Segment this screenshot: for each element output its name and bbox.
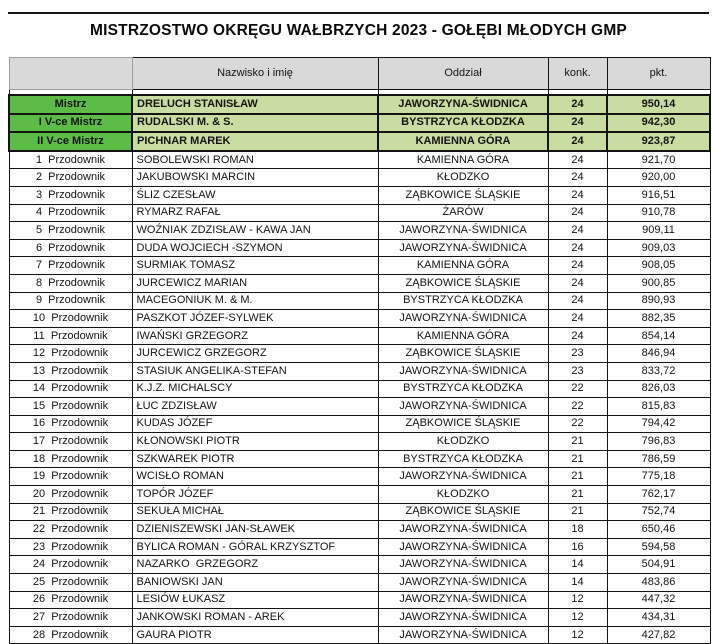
- rank-cell: 6 Przodownik: [9, 239, 132, 257]
- table-row: [9, 186, 710, 204]
- name-cell: ŚLIZ CZESŁAW: [132, 186, 378, 204]
- branch-cell: ŻARÓW: [378, 204, 548, 222]
- konk-cell: 22: [548, 380, 607, 398]
- name-cell: KŁONOWSKI PIOTR: [132, 433, 378, 451]
- name-cell: SURMIAK TOMASZ: [132, 257, 378, 275]
- pkt-cell: 833,72: [607, 362, 710, 380]
- rank-cell: Mistrz: [9, 95, 132, 114]
- name-cell: K.J.Z. MICHALSCY: [132, 380, 378, 398]
- konk-cell: 23: [548, 362, 607, 380]
- branch-cell: KŁODZKO: [378, 169, 548, 187]
- rank-cell: 17 Przodownik: [9, 433, 132, 451]
- pkt-cell: 916,51: [607, 186, 710, 204]
- rank-cell: 3 Przodownik: [9, 186, 132, 204]
- name-cell: BANIOWSKI JAN: [132, 574, 378, 592]
- name-cell: IWAŃSKI GRZEGORZ: [132, 327, 378, 345]
- rank-cell: 7 Przodownik: [9, 257, 132, 275]
- konk-cell: 24: [548, 310, 607, 328]
- table-row: [9, 591, 710, 609]
- pkt-cell: 775,18: [607, 468, 710, 486]
- table-row: [9, 433, 710, 451]
- branch-cell: BYSTRZYCA KŁODZKA: [378, 450, 548, 468]
- table-row: [9, 310, 710, 328]
- pkt-cell: 594,58: [607, 538, 710, 556]
- konk-cell: 21: [548, 433, 607, 451]
- rank-cell: 21 Przodownik: [9, 503, 132, 521]
- rank-cell: 28 Przodownik: [9, 626, 132, 644]
- branch-cell: JAWORZYNA-ŚWIDNICA: [378, 310, 548, 328]
- pkt-cell: 504,91: [607, 556, 710, 574]
- pkt-cell: 950,14: [607, 95, 710, 114]
- name-cell: PASZKOT JÓZEF-SYLWEK: [132, 310, 378, 328]
- pkt-cell: 909,11: [607, 222, 710, 240]
- pkt-cell: 900,85: [607, 274, 710, 292]
- rank-cell: 14 Przodownik: [9, 380, 132, 398]
- table-row: [9, 609, 710, 627]
- table-row: [9, 574, 710, 592]
- branch-cell: JAWORZYNA-ŚWIDNICA: [378, 574, 548, 592]
- name-cell: DUDA WOJCIECH -SZYMON: [132, 239, 378, 257]
- branch-cell: JAWORZYNA-ŚWIDNICA: [378, 626, 548, 644]
- branch-cell: JAWORZYNA-ŚWIDNICA: [378, 362, 548, 380]
- branch-cell: ZĄBKOWICE ŚLĄSKIE: [378, 415, 548, 433]
- konk-cell: 21: [548, 486, 607, 504]
- header-row: [9, 58, 710, 90]
- table-row: [9, 415, 710, 433]
- header-cell-konk: konk.: [548, 58, 607, 90]
- name-cell: ŁUC ZDZISŁAW: [132, 398, 378, 416]
- pkt-cell: 650,46: [607, 521, 710, 539]
- konk-cell: 24: [548, 95, 607, 114]
- branch-cell: JAWORZYNA-ŚWIDNICA: [378, 609, 548, 627]
- rank-cell: 11 Przodownik: [9, 327, 132, 345]
- pkt-cell: 815,83: [607, 398, 710, 416]
- konk-cell: 22: [548, 398, 607, 416]
- konk-cell: 24: [548, 257, 607, 275]
- rank-cell: 19 Przodownik: [9, 468, 132, 486]
- table-row: [9, 503, 710, 521]
- pkt-cell: 762,17: [607, 486, 710, 504]
- name-cell: JURCEWICZ GRZEGORZ: [132, 345, 378, 363]
- winner-row: [9, 132, 710, 151]
- konk-cell: 21: [548, 450, 607, 468]
- table-row: [9, 257, 710, 275]
- konk-cell: 24: [548, 222, 607, 240]
- rank-cell: 9 Przodownik: [9, 292, 132, 310]
- pkt-cell: 796,83: [607, 433, 710, 451]
- branch-cell: KŁODZKO: [378, 486, 548, 504]
- branch-cell: JAWORZYNA-ŚWIDNICA: [378, 398, 548, 416]
- branch-cell: KŁODZKO: [378, 433, 548, 451]
- table-row: [9, 362, 710, 380]
- rank-cell: I V-ce Mistrz: [9, 114, 132, 133]
- rank-cell: 23 Przodownik: [9, 538, 132, 556]
- konk-cell: 14: [548, 556, 607, 574]
- header-cell-pkt: pkt.: [607, 58, 710, 90]
- table-row: [9, 450, 710, 468]
- header-cell-blank: [9, 58, 132, 90]
- pkt-cell: 427,82: [607, 626, 710, 644]
- rank-cell: 12 Przodownik: [9, 345, 132, 363]
- table-row: [9, 169, 710, 187]
- rank-cell: 18 Przodownik: [9, 450, 132, 468]
- pkt-cell: 920,00: [607, 169, 710, 187]
- konk-cell: 21: [548, 503, 607, 521]
- table-row: [9, 222, 710, 240]
- pkt-cell: 923,87: [607, 132, 710, 151]
- name-cell: TOPÓR JÓZEF: [132, 486, 378, 504]
- pkt-cell: 908,05: [607, 257, 710, 275]
- table-row: [9, 204, 710, 222]
- pkt-cell: 882,35: [607, 310, 710, 328]
- konk-cell: 16: [548, 538, 607, 556]
- name-cell: SZKWAREK PIOTR: [132, 450, 378, 468]
- konk-cell: 24: [548, 239, 607, 257]
- table-row: [9, 556, 710, 574]
- branch-cell: JAWORZYNA-ŚWIDNICA: [378, 95, 548, 114]
- konk-cell: 24: [548, 169, 607, 187]
- name-cell: WCISŁO ROMAN: [132, 468, 378, 486]
- branch-cell: BYSTRZYCA KŁODZKA: [378, 292, 548, 310]
- table-row: [9, 345, 710, 363]
- branch-cell: BYSTRZYCA KŁODZKA: [378, 114, 548, 133]
- rank-cell: 15 Przodownik: [9, 398, 132, 416]
- name-cell: MACEGONIUK M. & M.: [132, 292, 378, 310]
- branch-cell: JAWORZYNA-ŚWIDNICA: [378, 591, 548, 609]
- konk-cell: 24: [548, 132, 607, 151]
- pkt-cell: 942,30: [607, 114, 710, 133]
- rank-cell: 24 Przodownik: [9, 556, 132, 574]
- pkt-cell: 910,78: [607, 204, 710, 222]
- konk-cell: 14: [548, 574, 607, 592]
- branch-cell: KAMIENNA GÓRA: [378, 327, 548, 345]
- rank-cell: 10 Przodownik: [9, 310, 132, 328]
- name-cell: RUDALSKI M. & S.: [132, 114, 378, 133]
- pkt-cell: 909,03: [607, 239, 710, 257]
- name-cell: BYLICA ROMAN - GÓRAL KRZYSZTOF: [132, 538, 378, 556]
- header-cell-name: Nazwisko i imię: [132, 58, 378, 90]
- konk-cell: 22: [548, 415, 607, 433]
- konk-cell: 24: [548, 114, 607, 133]
- branch-cell: ZĄBKOWICE ŚLĄSKIE: [378, 503, 548, 521]
- rank-cell: 20 Przodownik: [9, 486, 132, 504]
- konk-cell: 24: [548, 151, 607, 169]
- table-header: [9, 58, 710, 90]
- pkt-cell: 794,42: [607, 415, 710, 433]
- winner-row: [9, 95, 710, 114]
- pkt-cell: 786,59: [607, 450, 710, 468]
- rank-cell: 26 Przodownik: [9, 591, 132, 609]
- pkt-cell: 890,93: [607, 292, 710, 310]
- branch-cell: KAMIENNA GÓRA: [378, 257, 548, 275]
- rank-cell: 25 Przodownik: [9, 574, 132, 592]
- pkt-cell: 921,70: [607, 151, 710, 169]
- konk-cell: 24: [548, 327, 607, 345]
- pkt-cell: 447,32: [607, 591, 710, 609]
- table-row: [9, 538, 710, 556]
- table-row: [9, 327, 710, 345]
- rank-cell: 4 Przodownik: [9, 204, 132, 222]
- konk-cell: 12: [548, 609, 607, 627]
- konk-cell: 24: [548, 204, 607, 222]
- branch-cell: ZĄBKOWICE ŚLĄSKIE: [378, 186, 548, 204]
- results-tbody: [9, 90, 710, 644]
- table-row: [9, 626, 710, 644]
- rank-cell: II V-ce Mistrz: [9, 132, 132, 151]
- konk-cell: 23: [548, 345, 607, 363]
- results-table: [8, 57, 711, 644]
- pkt-cell: 434,31: [607, 609, 710, 627]
- rank-cell: 5 Przodownik: [9, 222, 132, 240]
- table-row: [9, 239, 710, 257]
- pkt-cell: 826,03: [607, 380, 710, 398]
- name-cell: STASIUK ANGELIKA-STEFAN: [132, 362, 378, 380]
- table-row: [9, 521, 710, 539]
- name-cell: PICHNAR MAREK: [132, 132, 378, 151]
- konk-cell: 18: [548, 521, 607, 539]
- pkt-cell: 854,14: [607, 327, 710, 345]
- table-row: [9, 292, 710, 310]
- top-rule: [8, 12, 709, 14]
- konk-cell: 24: [548, 274, 607, 292]
- konk-cell: 24: [548, 292, 607, 310]
- name-cell: NAZARKO GRZEGORZ: [132, 556, 378, 574]
- name-cell: LESIÓW ŁUKASZ: [132, 591, 378, 609]
- name-cell: SOBOLEWSKI ROMAN: [132, 151, 378, 169]
- rank-cell: 22 Przodownik: [9, 521, 132, 539]
- name-cell: RYMARZ RAFAŁ: [132, 204, 378, 222]
- header-cell-branch: Oddział: [378, 58, 548, 90]
- table-row: [9, 274, 710, 292]
- branch-cell: JAWORZYNA-ŚWIDNICA: [378, 556, 548, 574]
- rank-cell: 27 Przodownik: [9, 609, 132, 627]
- pkt-cell: 752,74: [607, 503, 710, 521]
- rank-cell: 16 Przodownik: [9, 415, 132, 433]
- name-cell: JURCEWICZ MARIAN: [132, 274, 378, 292]
- branch-cell: KAMIENNA GÓRA: [378, 132, 548, 151]
- branch-cell: KAMIENNA GÓRA: [378, 151, 548, 169]
- rank-cell: 1 Przodownik: [9, 151, 132, 169]
- pkt-cell: 846,94: [607, 345, 710, 363]
- name-cell: DZIENISZEWSKI JAN-SŁAWEK: [132, 521, 378, 539]
- rank-cell: 13 Przodownik: [9, 362, 132, 380]
- pkt-cell: 483,86: [607, 574, 710, 592]
- rank-cell: 8 Przodownik: [9, 274, 132, 292]
- name-cell: KUDAS JÓZEF: [132, 415, 378, 433]
- name-cell: WOŹNIAK ZDZISŁAW - KAWA JAN: [132, 222, 378, 240]
- page-title: MISTRZOSTWO OKRĘGU WAŁBRZYCH 2023 - GOŁĘBI MŁODYCH GMP: [90, 22, 627, 39]
- konk-cell: 21: [548, 468, 607, 486]
- konk-cell: 12: [548, 626, 607, 644]
- name-cell: SEKUŁA MICHAŁ: [132, 503, 378, 521]
- branch-cell: JAWORZYNA-ŚWIDNICA: [378, 538, 548, 556]
- branch-cell: ZĄBKOWICE ŚLĄSKIE: [378, 274, 548, 292]
- table-row: [9, 486, 710, 504]
- table-row: [9, 151, 710, 169]
- konk-cell: 24: [548, 186, 607, 204]
- table-row: [9, 380, 710, 398]
- name-cell: JANKOWSKI ROMAN - AREK: [132, 609, 378, 627]
- winner-row: [9, 114, 710, 133]
- rank-cell: 2 Przodownik: [9, 169, 132, 187]
- konk-cell: 12: [548, 591, 607, 609]
- branch-cell: JAWORZYNA-ŚWIDNICA: [378, 521, 548, 539]
- name-cell: JAKUBOWSKI MARCIN: [132, 169, 378, 187]
- table-row: [9, 398, 710, 416]
- branch-cell: JAWORZYNA-ŚWIDNICA: [378, 222, 548, 240]
- name-cell: DRELUCH STANISŁAW: [132, 95, 378, 114]
- branch-cell: ZĄBKOWICE ŚLĄSKIE: [378, 345, 548, 363]
- name-cell: GAURA PIOTR: [132, 626, 378, 644]
- branch-cell: JAWORZYNA-ŚWIDNICA: [378, 239, 548, 257]
- table-row: [9, 468, 710, 486]
- branch-cell: JAWORZYNA-ŚWIDNICA: [378, 468, 548, 486]
- branch-cell: BYSTRZYCA KŁODZKA: [378, 380, 548, 398]
